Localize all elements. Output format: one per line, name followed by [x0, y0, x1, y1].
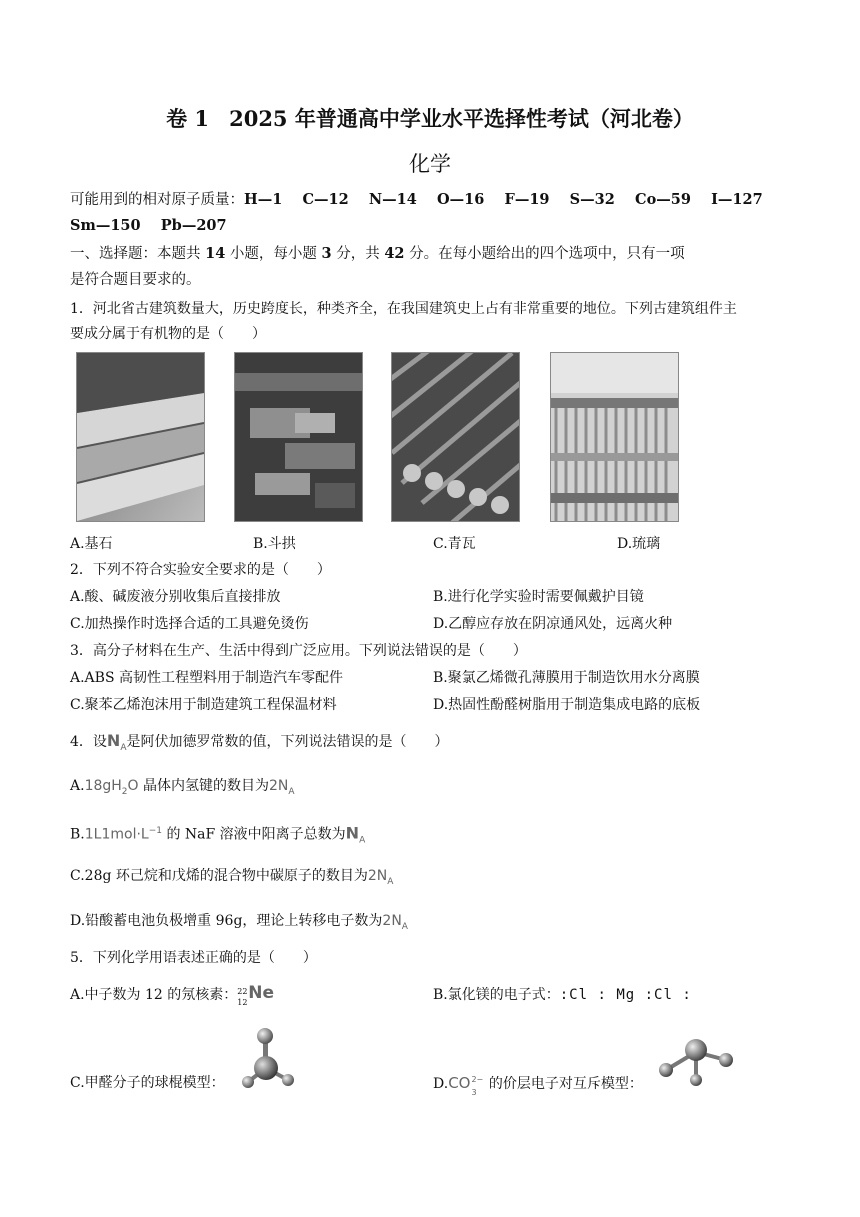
- q4-b-letter: B.: [70, 826, 85, 843]
- section-text-d: 分。在每小题给出的四个选项中，只有一项: [404, 246, 685, 262]
- q4-option-d: [70, 911, 408, 937]
- q5-b-text: B.氯化镁的电子式：: [433, 987, 560, 1003]
- section-heading-line2: 是符合题目要求的。: [70, 272, 201, 288]
- section-points: 3: [321, 245, 332, 262]
- subject-title: 化学: [409, 152, 451, 176]
- q4-stem: [70, 731, 448, 758]
- q4-c-value: 2N: [367, 868, 388, 884]
- q4-d-value-sub: A: [401, 921, 408, 932]
- ne-nuclide-symbol: [237, 985, 281, 1005]
- q1-option-b: B.斗拱: [253, 536, 296, 552]
- q4-stem-b: 是阿伏加德罗常数的值，下列说法错误的是（ ）: [126, 734, 449, 750]
- q4-na-symbol: N: [106, 731, 121, 750]
- section-text-b: 小题，每小题: [225, 246, 322, 262]
- q4-a-value-sub: A: [288, 786, 295, 797]
- q4-a-value: 2N: [269, 778, 289, 794]
- atomic-masses-line2: Sm—150 Pb—207: [70, 217, 227, 234]
- q2-option-d: D.乙醇应存放在阴凉通风处，远离火种: [433, 616, 673, 632]
- q4-b-value-sub: A: [359, 835, 366, 846]
- q5-stem: 5．下列化学用语表述正确的是（ ）: [70, 950, 317, 966]
- title-prefix: 卷 1: [166, 106, 210, 131]
- carbonate-ion: CO: [448, 1074, 471, 1092]
- carbonate-vsepr-model: [654, 1032, 738, 1090]
- q4-c-value-sub: A: [387, 876, 394, 887]
- q4-option-c: [70, 866, 393, 892]
- photo-stone-steps: [76, 352, 205, 522]
- q4-d-value: 2N: [382, 913, 402, 929]
- q2-option-c: C.加热操作时选择合适的工具避免烫伤: [70, 616, 309, 632]
- formaldehyde-ball-stick-model: [240, 1026, 304, 1096]
- q5-option-b: [433, 985, 692, 1005]
- q3-option-c: C.聚苯乙烯泡沫用于制造建筑工程保温材料: [70, 697, 337, 713]
- mgcl2-electron-formula: :Cl : Mg :Cl :: [559, 987, 692, 1003]
- q3-option-a: A.ABS 高韧性工程塑料用于制造汽车零配件: [70, 670, 343, 686]
- ne-atomic-number: 12: [237, 998, 248, 1007]
- q5-d-text: 的价层电子对互斥模型：: [484, 1076, 643, 1092]
- q4-na-subscript: A: [120, 742, 127, 753]
- photo-glazed-tiles: [550, 352, 679, 522]
- q5-option-a: [70, 985, 281, 1005]
- q4-a-sub: 2: [121, 786, 128, 797]
- carbonate-charge: [470, 1075, 484, 1097]
- q1-stem-line2: 要成分属于有机物的是（ ）: [70, 326, 266, 342]
- q4-a-formula2: O: [127, 778, 139, 794]
- q4-c-text: C.28g 环己烷和戊烯的混合物中碳原子的数目为: [70, 868, 368, 884]
- q4-option-a: [70, 776, 295, 802]
- q4-option-b: [70, 821, 365, 850]
- photo-grey-tiles: [391, 352, 520, 522]
- q1-stem-line1: 1．河北省古建筑数量大，历史跨度长，种类齐全，在我国建筑史上占有非常重要的地位。下列古建筑组件主: [70, 301, 737, 317]
- carbonate-sup: 2−: [471, 1075, 484, 1084]
- section-total: 42: [384, 245, 405, 262]
- q4-a-formula: 18gH: [84, 778, 122, 794]
- q4-b-formula: 1L1mol·L: [84, 826, 149, 843]
- section-count: 14: [205, 245, 226, 262]
- q5-option-d: [433, 1073, 643, 1097]
- q4-b-sup: −1: [148, 826, 162, 836]
- photo-bracket-set: [234, 352, 363, 522]
- q4-b-value: N: [345, 823, 360, 843]
- q3-stem: 3．高分子材料在生产、生活中得到广泛应用。下列说法错误的是（ ）: [70, 643, 527, 659]
- q2-option-b: B.进行化学实验时需要佩戴护目镜: [433, 589, 644, 605]
- atomic-masses-label: 可能用到的相对原子质量：: [70, 192, 244, 208]
- ne-symbol: Ne: [248, 983, 275, 1003]
- q3-option-b: B.聚氯乙烯微孔薄膜用于制造饮用水分离膜: [433, 670, 700, 686]
- title-main: 2025 年普通高中学业水平选择性考试（河北卷）: [229, 106, 694, 131]
- q5-d-letter: D.: [433, 1076, 449, 1092]
- q4-a-text: 晶体内氢键的数目为: [138, 778, 270, 794]
- q2-stem: 2．下列不符合实验安全要求的是（ ）: [70, 562, 331, 578]
- q4-a-letter: A.: [70, 778, 85, 794]
- atomic-masses-line1: [70, 189, 763, 211]
- exam-title: [0, 103, 860, 133]
- q4-d-text: D.铅酸蓄电池负极增重 96g，理论上转移电子数为: [70, 913, 383, 929]
- ne-mass-number: 22: [237, 987, 248, 996]
- q4-b-text: 的 NaF 溶液中阳离子总数为: [162, 826, 346, 843]
- q2-option-a: A.酸、碱废液分别收集后直接排放: [70, 589, 281, 605]
- section-text-a: 一、选择题：本题共: [70, 246, 206, 262]
- atomic-masses-values1: H—1 C—12 N—14 O—16 F—19 S—32 Co—59 I—127: [244, 191, 763, 208]
- q5-option-c: C.甲醛分子的球棍模型：: [70, 1075, 225, 1091]
- q4-stem-a: 4．设: [70, 734, 107, 750]
- q5-a-text: A.中子数为 12 的氖核素：: [70, 987, 238, 1003]
- carbonate-sub: 3: [471, 1088, 477, 1097]
- section-text-c: 分，共: [331, 246, 385, 262]
- q1-option-c: C.青瓦: [433, 536, 476, 552]
- q1-option-d: D.琉璃: [617, 536, 661, 552]
- q1-option-a: A.基石: [70, 536, 113, 552]
- section-heading-line1: [70, 243, 685, 265]
- q3-option-d: D.热固性酚醛树脂用于制造集成电路的底板: [433, 697, 701, 713]
